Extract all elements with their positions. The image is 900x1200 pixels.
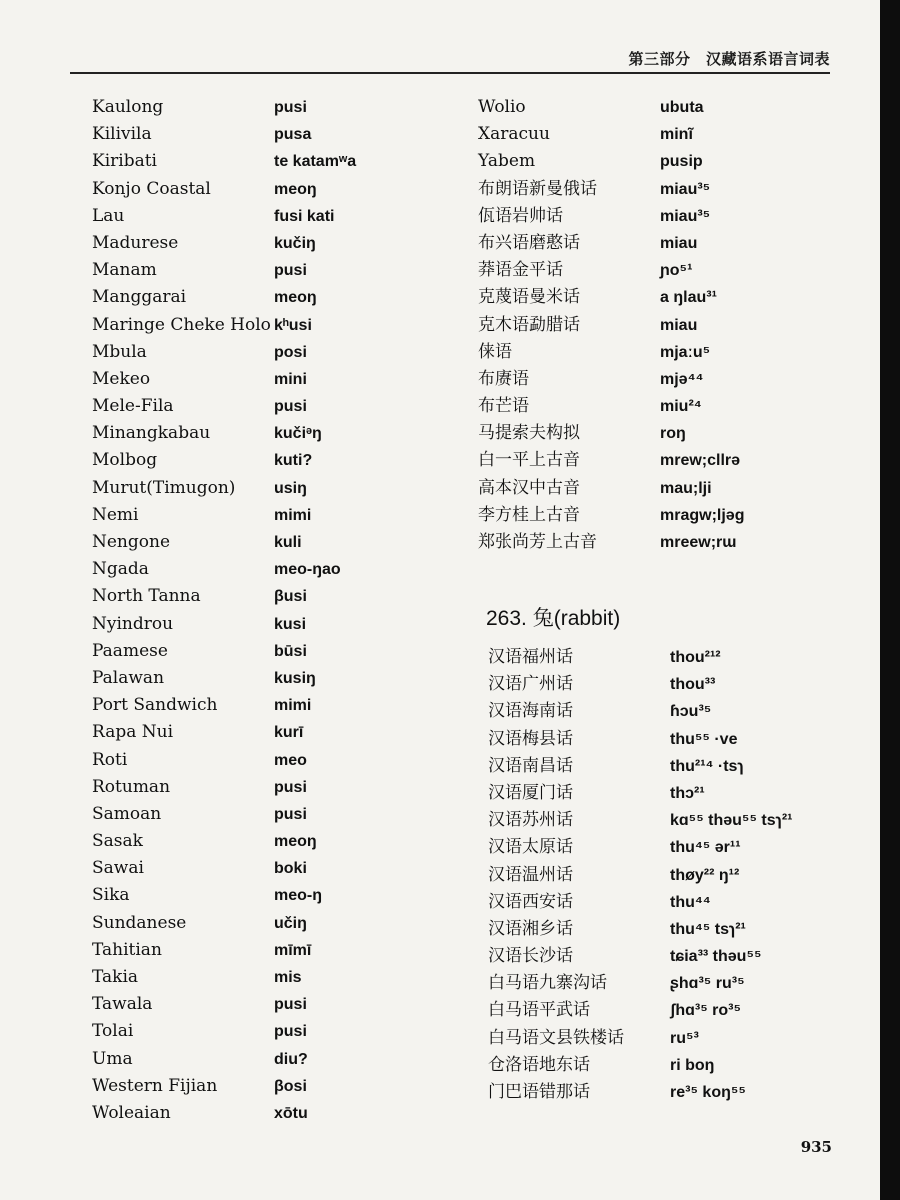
running-header [70, 42, 830, 74]
word-form: thu⁴⁵ ər¹¹ [670, 839, 741, 857]
word-entry [488, 889, 818, 916]
language-name: Sasak [92, 831, 143, 852]
word-entry [478, 121, 808, 148]
language-name: Nengone [92, 532, 171, 552]
word-entry [92, 447, 392, 474]
word-entry [92, 1018, 392, 1045]
word-form: thou²¹² [670, 649, 721, 666]
language-name: Mbula [92, 341, 147, 362]
language-name: 高本汉中古音 [478, 477, 580, 498]
word-form: mimi [274, 506, 312, 524]
word-form: βusi [274, 588, 307, 606]
language-name: Minangkabau [92, 423, 211, 444]
language-name: Konjo Coastal [92, 178, 211, 199]
language-name: Port Sandwich [92, 695, 218, 716]
language-name: 李方桂上古音 [478, 504, 580, 525]
word-form: kučiŋ [274, 234, 316, 252]
word-entry [92, 611, 392, 638]
word-form: roŋ [660, 425, 686, 443]
word-form: re³⁵ koŋ⁵⁵ [670, 1084, 746, 1101]
language-name: 白马语九寨沟话 [488, 973, 607, 994]
language-name: 汉语广州话 [488, 674, 573, 695]
language-name: Mekeo [92, 368, 151, 389]
word-entry [478, 312, 808, 339]
word-entry [92, 94, 392, 121]
language-name: Samoan [92, 803, 162, 824]
word-entry [478, 502, 808, 529]
word-form: būsi [274, 642, 307, 660]
word-form: usiŋ [274, 479, 307, 497]
language-name: Tahitian [92, 939, 162, 960]
word-form: diu? [274, 1050, 308, 1068]
word-form: posi [274, 343, 307, 361]
word-entry [92, 1046, 392, 1073]
word-form: mini [274, 370, 307, 388]
language-name: 布朗语新曼俄话 [478, 178, 597, 199]
word-entry [488, 671, 818, 698]
word-form: thøy²² ŋ¹² [670, 866, 740, 884]
word-form: ru⁵³ [670, 1029, 699, 1047]
word-entry [92, 475, 392, 502]
language-name: Woleaian [92, 1102, 171, 1123]
word-entry [488, 807, 818, 834]
word-form: pusi [274, 778, 307, 796]
word-form: ri boŋ [670, 1056, 715, 1074]
word-entry [92, 937, 392, 964]
word-form: pusi [274, 996, 307, 1014]
word-form: meoŋ [274, 833, 317, 851]
language-name: Yabem [478, 151, 536, 172]
word-form: miau³⁵ [660, 180, 711, 198]
word-form: miau [660, 316, 698, 334]
word-entry [92, 148, 392, 175]
section-heading: 263. 兔(rabbit) [486, 607, 621, 630]
word-entry [92, 991, 392, 1018]
word-entry [478, 176, 808, 203]
word-entry [92, 583, 392, 610]
language-name: 汉语湘乡话 [488, 918, 573, 939]
word-entry [92, 828, 392, 855]
word-entry [92, 366, 392, 393]
language-name: 汉语温州话 [488, 864, 573, 885]
language-name: 郑张尚芳上古音 [478, 532, 597, 552]
word-form: kučiᵊŋ [274, 425, 322, 443]
word-form: ʂhɑ³⁵ ru³⁵ [670, 975, 745, 993]
word-form: pusi [274, 398, 307, 416]
word-form: pusi [274, 805, 307, 823]
word-form: pusi [274, 99, 307, 116]
word-entry [92, 230, 392, 257]
word-form: fusi kati [274, 207, 335, 225]
word-form: ubuta [660, 99, 704, 116]
language-name: 克木语勐腊话 [478, 314, 580, 335]
language-name: 汉语太原话 [488, 837, 573, 858]
word-form: miau [660, 234, 698, 252]
word-entry [92, 529, 392, 556]
language-name: Takia [92, 967, 139, 987]
word-form: miu²⁴ [660, 398, 702, 416]
word-entry [488, 943, 818, 970]
word-entry [92, 312, 392, 339]
word-entry [92, 176, 392, 203]
word-form: ɦɔu³⁵ [670, 703, 712, 721]
word-entry [488, 726, 818, 753]
language-name: Xaracuu [478, 124, 550, 145]
language-name: 白马语文县铁楼话 [488, 1027, 624, 1048]
word-form: ɲo⁵¹ [660, 262, 693, 280]
language-name: Manggarai [92, 287, 187, 308]
word-entry [92, 774, 392, 801]
language-name: 仓洛语地东话 [488, 1054, 590, 1075]
language-name: Sundanese [92, 912, 187, 933]
word-form: thou³³ [670, 676, 716, 694]
language-name: Roti [92, 749, 128, 770]
word-form: mau;lji [660, 479, 712, 497]
word-entry [92, 556, 392, 583]
language-name: Lau [92, 205, 125, 226]
left-word-list [92, 94, 392, 1127]
word-form: mis [274, 969, 302, 986]
word-form: kurī [274, 724, 304, 742]
word-entry [478, 203, 808, 230]
word-entry [92, 638, 392, 665]
word-form: kuti? [274, 452, 313, 470]
word-entry [92, 257, 392, 284]
language-name: Tolai [92, 1021, 134, 1042]
language-name: Uma [92, 1048, 133, 1069]
word-entry [92, 121, 392, 148]
word-entry [488, 644, 818, 671]
language-name: 白一平上古音 [478, 450, 580, 471]
word-form: kɑ⁵⁵ thəu⁵⁵ tsɿ²¹ [670, 812, 793, 830]
word-form: boki [274, 860, 307, 878]
language-name: 汉语南昌话 [488, 755, 573, 776]
word-entry [92, 719, 392, 746]
language-name: Nemi [92, 504, 139, 525]
language-name: 汉语西安话 [488, 891, 573, 912]
word-entry [488, 698, 818, 725]
language-name: Mele-Fila [92, 396, 174, 417]
word-entry [92, 910, 392, 937]
language-name: Western Fijian [92, 1075, 218, 1096]
word-form: meo-ŋao [274, 561, 341, 579]
word-entry [488, 862, 818, 889]
word-form: thu⁴⁴ [670, 893, 711, 911]
language-name: 汉语福州话 [488, 647, 573, 667]
language-name: Kiribati [92, 151, 157, 172]
language-name: 汉语梅县话 [488, 728, 573, 749]
language-name: Rotuman [92, 776, 171, 797]
word-form: pusi [274, 1023, 307, 1041]
language-name: 俫语 [478, 341, 512, 362]
word-entry [478, 230, 808, 257]
language-name: 门巴语错那话 [488, 1082, 590, 1102]
word-form: tɕia³³ thəu⁵⁵ [670, 948, 762, 966]
header-title: 第三部分 汉藏语系语言词表 [628, 50, 830, 68]
word-form: thu⁵⁵ ·ve [670, 730, 738, 748]
language-name: Nyindrou [92, 613, 174, 634]
word-entry [478, 447, 808, 474]
word-form: βosi [274, 1077, 307, 1095]
word-entry [92, 747, 392, 774]
language-name: Palawan [92, 667, 165, 688]
language-name: 汉语海南话 [488, 701, 573, 722]
word-entry [92, 882, 392, 909]
right-word-list-bottom [488, 644, 818, 1106]
language-name: Sawai [92, 858, 144, 879]
language-name: 莽语金平话 [478, 260, 563, 281]
word-entry [478, 475, 808, 502]
word-form: kusi [274, 615, 307, 633]
language-name: 布芒语 [478, 396, 529, 417]
word-form: meo-ŋ [274, 887, 322, 905]
word-entry [92, 801, 392, 828]
book-spine-shadow [880, 0, 900, 1200]
word-entry [478, 420, 808, 447]
language-name: Kaulong [92, 97, 164, 117]
language-name: 马提索夫构拟 [478, 423, 580, 444]
word-entry [478, 339, 808, 366]
word-entry [92, 964, 392, 991]
language-name: Sika [92, 885, 130, 906]
word-form: mjaːu⁵ [660, 343, 711, 361]
right-word-list-top [478, 94, 808, 556]
word-entry [92, 855, 392, 882]
word-form: thɔ²¹ [670, 784, 705, 802]
language-name: 汉语苏州话 [488, 810, 573, 831]
word-entry [488, 1025, 818, 1052]
word-form: minĩ [660, 126, 693, 144]
word-entry [478, 94, 808, 121]
language-name: Madurese [92, 232, 179, 253]
word-form: meo [274, 751, 307, 769]
word-entry [478, 393, 808, 420]
language-name: Paamese [92, 640, 168, 661]
word-form: mragw;ljəg [660, 506, 745, 524]
word-entry [488, 753, 818, 780]
word-form: mjə⁴⁴ [660, 370, 704, 388]
word-entry [92, 339, 392, 366]
language-name: Murut(Timugon) [92, 477, 236, 498]
word-form: kusiŋ [274, 669, 316, 687]
word-entry [478, 257, 808, 284]
language-name: 汉语厦门话 [488, 782, 573, 803]
language-name: Wolio [478, 97, 526, 117]
word-entry [92, 692, 392, 719]
word-entry [488, 1079, 818, 1106]
word-form: mimi [274, 697, 312, 715]
word-form: thu²¹⁴ ·tsɿ [670, 757, 744, 775]
word-form: pusa [274, 126, 312, 144]
language-name: Rapa Nui [92, 722, 174, 743]
language-name: 佤语岩帅话 [478, 205, 563, 226]
word-entry [92, 665, 392, 692]
word-form: meoŋ [274, 289, 317, 307]
word-form: kʰusi [274, 316, 312, 334]
word-entry [92, 502, 392, 529]
language-name: Tawala [92, 994, 153, 1015]
language-name: 布赓语 [478, 368, 529, 389]
word-entry [92, 393, 392, 420]
word-entry [92, 420, 392, 447]
word-form: ʃhɑ³⁵ ro³⁵ [670, 1002, 742, 1020]
word-entry [488, 997, 818, 1024]
word-entry [92, 1100, 392, 1127]
language-name: Maringe Cheke Holo [92, 314, 271, 335]
word-form: thu⁴⁵ tsɿ²¹ [670, 920, 746, 938]
word-form: te katamʷa [274, 153, 357, 171]
word-form: kuli [274, 534, 302, 551]
language-name: Molbog [92, 450, 158, 471]
language-name: 汉语长沙话 [488, 946, 573, 967]
word-form: pusi [274, 262, 307, 280]
word-entry [478, 366, 808, 393]
word-entry [488, 780, 818, 807]
word-entry [478, 529, 808, 556]
word-form: xōtu [274, 1104, 308, 1122]
language-name: Ngada [92, 559, 149, 580]
word-entry [92, 284, 392, 311]
word-entry [92, 203, 392, 230]
language-name: Kilivila [92, 124, 152, 145]
word-form: mreew;rɯ [660, 534, 737, 551]
word-form: mrew;cllrə [660, 452, 741, 470]
language-name: 克蔑语曼米话 [478, 287, 580, 308]
word-entry [478, 148, 808, 175]
word-form: miau³⁵ [660, 207, 711, 225]
word-form: pusip [660, 153, 703, 171]
language-name: Manam [92, 260, 157, 281]
page-number: 935 [800, 1138, 832, 1156]
word-form: mīmī [274, 941, 312, 959]
word-entry [488, 916, 818, 943]
word-entry [488, 970, 818, 997]
word-entry [488, 1052, 818, 1079]
language-name: North Tanna [92, 586, 201, 607]
word-form: učiŋ [274, 914, 307, 932]
word-entry [92, 1073, 392, 1100]
language-name: 白马语平武话 [488, 1000, 590, 1021]
word-entry [488, 834, 818, 861]
word-entry [478, 284, 808, 311]
word-form: meoŋ [274, 180, 317, 198]
language-name: 布兴语磨憨话 [478, 232, 580, 253]
word-form: a ŋlau³¹ [660, 289, 717, 307]
